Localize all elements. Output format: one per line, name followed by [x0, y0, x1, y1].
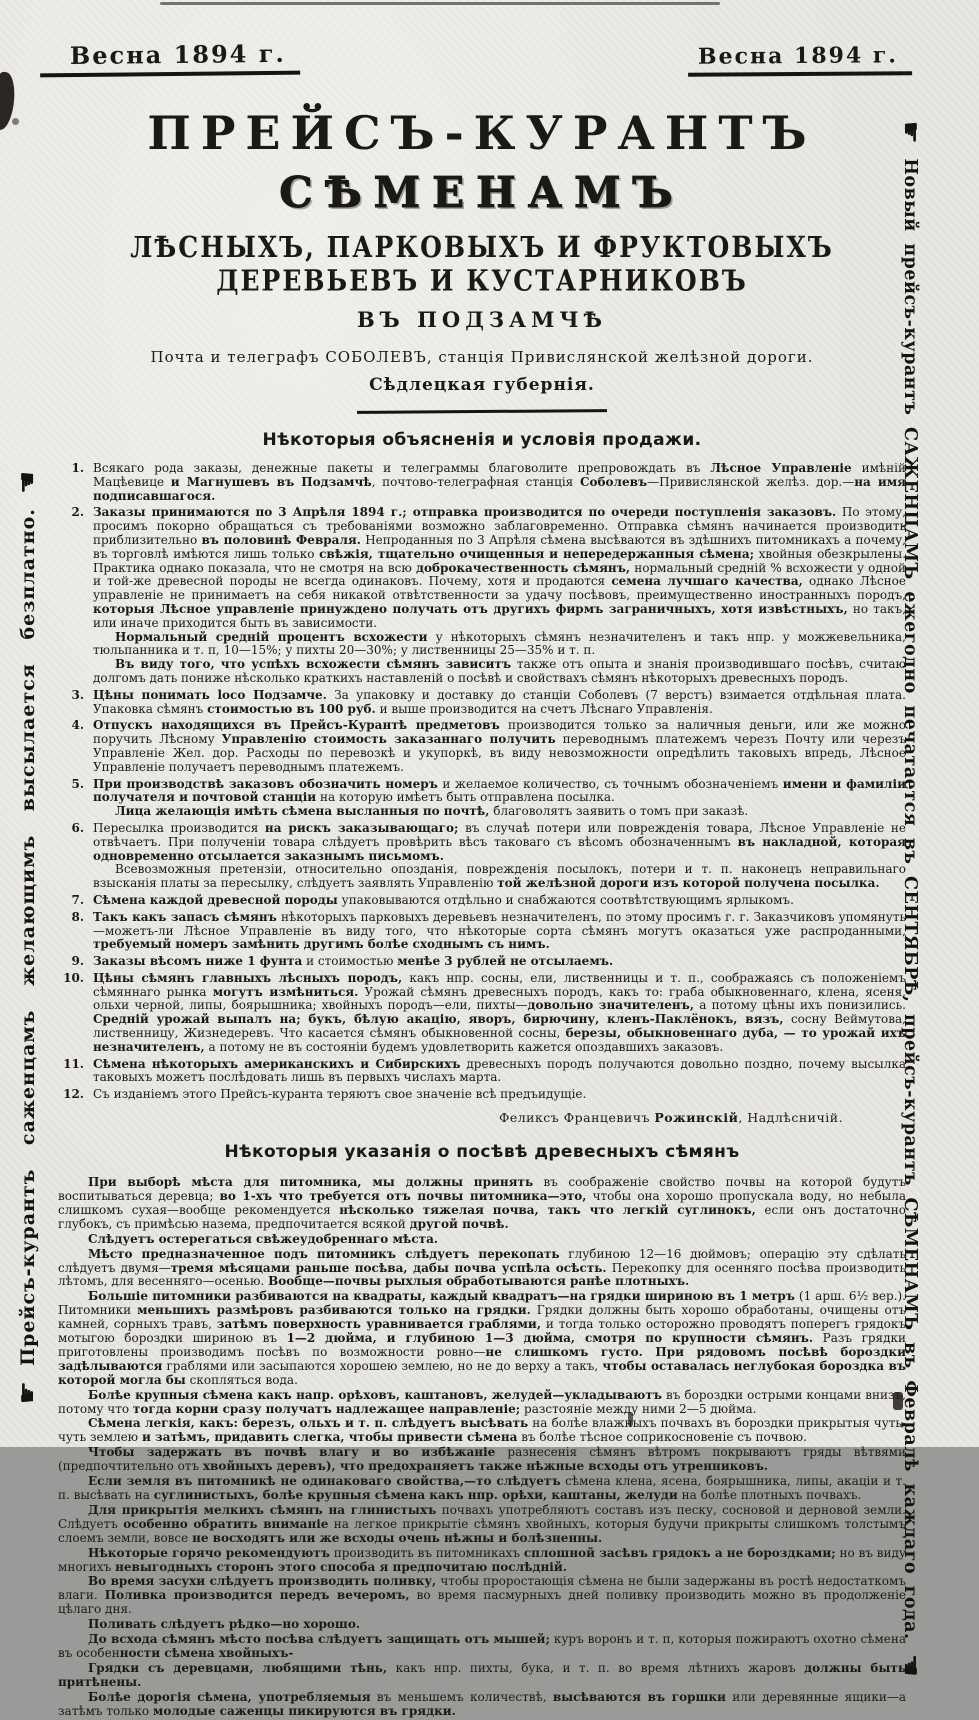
term-text: Сѣмена нѣкоторыхъ американскихъ и Сибирскихъ древесныхъ породъ получаются довольно поздно, почему высылка таковыхъ можетъ послѣдовать лишь въ первыхъ числахъ марта. [93, 1056, 906, 1085]
term-item [58, 462, 906, 503]
edition-date-right: Весна 1894 г. [688, 42, 912, 77]
sowing-paragraph: Для прикрытія мелкихъ сѣмянъ на глинистыхъ почвахъ употребляютъ составъ изъ песку, сосновой и дерновой земли. Слѣдуетъ особенно обратить вниманіе на легкое прикрытіе сѣмянъ хвойныхъ, которыя будучи прикрыты слишкомъ толстымъ слоемъ земли, вовсе не восходятъ или же всходы очень нѣжны и болѣзненны. [58, 1502, 906, 1545]
sowing-paragraph: Слѣдуетъ остерегаться свѣжеудобреннаго мѣста. [88, 1231, 439, 1246]
page-subtitle: ЛѢСНЫХЪ, ПАРКОВЫХЪ И ФРУКТОВЫХЪ ДЕРЕВЬЕВЪ И КУСТАРНИКОВЪ [130, 230, 834, 298]
term-text: Отпускъ находящихся въ Прейсъ-Курантѣ предметовъ производится только за наличныя деньги, или же можно поручить Лѣсному Управленію стоимость заказаннаго получить переводнымъ платежемъ черезъ Почту или черезъ Управленіе Жел. дор. Расходы по перевозкѣ и укупоркѣ, въ виду невозможности опредѣлить таковыхъ впредь, Лѣсное Управленіе получаетъ переводнымъ платежемъ. [93, 718, 907, 774]
manicule-icon: ☛ [895, 120, 925, 145]
main-column [58, 0, 906, 1720]
term-number: 11. [63, 1056, 84, 1071]
term-number: 2. [71, 505, 84, 520]
term-item [58, 689, 906, 717]
term-text: Съ изданіемъ этого Прейсъ-куранта теряютъ свое значеніе всѣ предъидущіе. [93, 1087, 587, 1102]
sowing-paragraph: До всхода сѣмянъ мѣсто посѣва слѣдуетъ защищать отъ мышей; куръ воронъ и т. п, которыя пожираютъ охотно сѣмена въ особенности сѣмена хвойныхъ- [58, 1632, 906, 1660]
term-number: 12. [63, 1087, 84, 1102]
edition-header [58, 40, 906, 76]
term-item [58, 955, 906, 969]
terms-heading: Нѣкоторыя объясненія и условія продажи. [262, 430, 702, 450]
sowing-paragraph: Чтобы задержать въ почвѣ влагу и во избѣжаніе разнесенія сѣмянъ вѣтромъ покрываютъ гряды вѣтвями (предпочтительно отъ хвойныхъ деревъ), что предохраняетъ также нѣжные всходы отъ утренниковъ. [58, 1445, 906, 1474]
term-item [58, 1058, 906, 1086]
term-text: При производствѣ заказовъ обозначить номеръ и желаемое количество, съ точнымъ обозначеніемъ имени и фамиліи получателя и почтовой станціи на которую имѣетъ быть отправлена посылка. [93, 776, 906, 805]
province-line: Сѣдлецкая губернія. [369, 375, 595, 395]
term-item [58, 894, 906, 908]
page-title-ornate: СѢМЕНАМЪ [279, 168, 685, 217]
term-text: Лица желающія имѣть сѣмена высланныя по почтѣ, благоволятъ заявить о томъ при заказѣ. [115, 804, 749, 819]
term-text: Такъ какъ запасъ сѣмянъ нѣкоторыхъ парковыхъ деревьевъ незначителенъ, по этому просимъ г. г. Заказчиковъ упомянуть—можетъ-ли Лѣсное Управленіе въ виду того, что нѣкоторые сорта сѣмянъ могутъ оказаться уже распроданными, требуемый номеръ замѣнить другимъ болѣе сходнымъ съ нимъ. [93, 909, 906, 952]
sowing-paragraph: При выборѣ мѣста для питомника, мы должны принять въ соображеніе свойство почвы на которой будутъ воспитываться деревца; во 1-хъ что требуется отъ почвы питомника—это, чтобы она хорошо пропускала воду, но небыла слишкомъ сухая—вообще рекомендуется нѣсколько тяжелая почва, такъ что легкій суглинокъ, если онъ достаточно глубокъ, съ примѣсью назема, предпочитается всякой другой почвѣ. [58, 1175, 906, 1231]
page-title: ПРЕЙСЪ-КУРАНТЪ [147, 106, 817, 160]
term-number: 4. [71, 718, 84, 733]
term-text: Заказы вѣсомъ ниже 1 фунта и стоимостью менѣе 3 рублей не отсылаемъ. [93, 954, 614, 969]
term-number: 5. [71, 776, 84, 791]
right-margin-text: Новый прейсъ-курантъ САЖЕНЦАМЪ ежегодно печатается въ СЕНТЯБРѢ, прейсъ-курантъ СѢМЕНАМЪ въ Февралѣ каждаго года. [900, 158, 920, 1640]
term-number: 10. [63, 970, 84, 985]
signature-line: Феликсъ Францевичъ Рожинскій, Надлѣсничій. [498, 1110, 844, 1126]
manicule-icon: ☚ [895, 1653, 925, 1678]
edition-date-left: Весна 1894 г. [40, 39, 300, 78]
location-line: ВЪ ПОДЗАМЧѢ [356, 307, 608, 332]
term-item [58, 972, 906, 1055]
left-margin-text: Прейсъ-курантъ саженцамъ желающимъ высылается безплатно. [17, 508, 39, 1366]
term-number: 6. [71, 820, 84, 835]
term-number: 9. [71, 954, 84, 969]
term-text: Сѣмена каждой древесной породы упаковываются отдѣльно и снабжаются соотвѣтствующимъ ярлыкомъ. [93, 892, 794, 907]
sowing-paragraph: Нѣкоторые горячо рекомендуютъ производить въ питомникахъ сплошной засѣвъ грядокъ а не бороздками; но въ виду многихъ невыгодныхъ сторонъ этого способа я предпочитаю послѣдній. [58, 1545, 906, 1574]
sowing-paragraph: Большіе питомники разбиваются на квадраты, каждый квадратъ—на грядки шириною въ 1 метръ (1 арш. 6½ вер.). Питомники меньшихъ размѣровъ разбиваются только на грядки. Грядки должны быть хорошо обработаны, очищены отъ камней, сорныхъ травъ, затѣмъ поверхность уравнивается граблями, и тогда только осторожно проводятъ поперегъ грядокъ мотыгою бороздки шириною въ 1—2 дюйма, и глубиною 1—3 дюйма, смотря по крупности сѣмянъ. Разъ грядки приготовлены производимъ посѣвъ по возможности ровно—не слишкомъ густо. При рядовомъ посѣвѣ бороздки задѣлываются граблями или засыпаются хорошею землею, но не до верху а такъ, чтобы оставалась неглубокая бороздка въ которой могла бы скопляться вода. [58, 1289, 907, 1387]
term-item [58, 778, 906, 819]
term-item [58, 506, 906, 685]
manicule-icon: ☛ [13, 1379, 43, 1405]
term-text: Всевозможныя претензіи, относительно опозданія, поврежденія посылокъ, потери и т. п. наконецъ неправильнаго взысканія платы за пересылку, слѣдуетъ заявлять Управленію той желѣзной дороги изъ которой получена посылка. [93, 862, 906, 891]
term-number: 7. [71, 892, 84, 907]
scan-artifact [12, 118, 19, 125]
contact-line: Почта и телеграфъ СОБОЛЕВЪ, станція Привислянской желѣзной дороги. [150, 348, 814, 366]
left-margin-notice [7, 462, 49, 1412]
term-number: 3. [71, 687, 84, 702]
divider-rule [357, 409, 607, 414]
sowing-paragraph: Болѣе дорогія сѣмена, употребляемыя въ меньшемъ количествѣ, высѣваются въ горшки или деревянные ящики—а затѣмъ только молодые саженцы пикируются въ грядки. [58, 1689, 907, 1718]
sowing-paragraph: Если земля въ питомникѣ не одинаковаго свойства,—то слѣдуетъ сѣмена клена, ясена, боярышника, липы, акаціи и т. п. высѣвать на суглинистыхъ, болѣе крупныя сѣмена какъ нпр. орѣхи, каштаны, желуди на болѣе плотныхъ почвахъ. [58, 1474, 906, 1502]
term-item [58, 822, 906, 891]
term-number: 8. [71, 909, 84, 924]
term-number: 1. [71, 461, 84, 475]
term-text: Заказы принимаются по 3 Апрѣля 1894 г.; отправка производится по очереди поступленія заказовъ. По этому, просимъ покорно обращаться съ требованіями возможно заблаговременно. Отправка сѣмянъ начинается производить приблизительно въ половинѣ Февраля. Непроданныя по 3 Апрѣля сѣмена высѣваются въ здѣшнихъ питомникахъ а почему, въ торговлѣ имѣются лишь только свѣжія, тщательно очищенныя и непередержанныя сѣмена; хвойныя обезкрылены. Практика однако показала, что не смотря на всю доброкачественность сѣмянъ, нормальный средній % всхожести у одной и той-же древесной породы не всегда одинаковъ. Почему, хотя и продаются семена лучшаго качества, однако Лѣсное управленіе не принимаетъ на себя никакой отвѣтственности за удачу посѣвовъ, преимущественно иностранныхъ породъ, которыя Лѣсное управленіе принуждено получать отъ другихъ фирмъ заграничныхъ, хотя извѣстныхъ, но такъ, или иначе приходится быть въ зависимости. [93, 505, 907, 630]
term-text: Цѣны сѣмянъ главныхъ лѣсныхъ породъ, какъ нпр. сосны, ели, лиственницы и т. п., соображаясь съ положеніемъ сѣмяннаго рынка могутъ измѣниться. Урожай сѣмянъ древесныхъ породъ, какъ то: граба обыкновеннаго, клена, ясеня, ольхи черной, липы, боярышника; хвойныхъ породъ—ели, пихты—довольно значителенъ, а потому цѣны ихъ понизились. Средній урожай выпалъ на; букъ, бѣлую акацію, яворъ, бирючину, кленъ-Паклёнокъ, вязъ, сосну Веймутова, лиственницу, Жизнедеревъ. Что касается сѣмянъ обыкновенной сосны, березы, обыкновеннаго дуба, — то урожай ихъ незначителенъ, а потому не въ состояніи будемъ удовлетворить кажется опоздавшихъ заказовъ. [93, 970, 906, 1054]
sowing-paragraph: Грядки съ деревцами, любящими тѣнь, какъ нпр. пихты, бука, и т. п. во время лѣтнихъ жаровъ должны быть притѣнены. [58, 1660, 907, 1689]
sowing-paragraph: Поливать слѣдуетъ рѣдко—но хорошо. [88, 1617, 360, 1632]
term-text: Пересылка производится на рискъ заказывающаго; въ случаѣ потери или поврежденія товара, Лѣсное Управленіе не отвѣчаетъ. При полученіи товара слѣдуетъ провѣрить вѣсъ таковаго съ вѣсомъ обозначеннымъ въ накладной, которая одновременно отсылается заказнымъ письмомъ. [93, 820, 907, 863]
terms-list [58, 462, 906, 1102]
sowing-paragraph: Мѣсто предназначенное подъ питомникъ слѣдуетъ перекопать глубиною 12—16 дюймовъ; операцію эту сдѣлать слѣдуетъ двумя—тремя мѣсяцами раньше посѣва, дабы почва успѣла осѣсть. Перекопку для осенняго посѣва производить лѣтомъ, для весенняго—осенью. Вообще—почвы рыхлыя обработываются ранѣе плотныхъ. [58, 1246, 906, 1289]
term-text: Всякаго рода заказы, денежные пакеты и телеграммы благоволите препровождать въ Лѣсное Управленіе имѣній Мацѣевице и Магнушевъ въ Подзамчѣ, почтово-телеграфная станція Соболевъ—Привислянской желѣз. дор.—на имя подписавшагося. [93, 461, 907, 503]
term-item [58, 911, 906, 952]
manicule-icon: ☚ [13, 469, 43, 495]
term-text: Цѣны понимать loco Подзамче. За упаковку и доставку до станціи Соболевъ (7 верстъ) взимается отдѣльная плата. Упаковка сѣмянъ стоимостью въ 100 руб. и выше производится на счетъ Лѣснаго Управленія. [93, 687, 906, 716]
sowing-paragraph: Сѣмена легкія, какъ: березъ, ольхъ и т. п. слѣдуетъ высѣвать на болѣе влажныхъ почвахъ въ бороздки прикрытыя чуть-чуть землею и затѣмъ, придавить слегка, чтобы привести сѣмена въ болѣе тѣсное соприкосновеніе съ почвою. [58, 1416, 906, 1445]
sowing-paragraph: Во время засухи слѣдуетъ производить поливку, чтобы проростающія сѣмена не были задержаны въ ростѣ недостаткомъ влаги. Поливка производится передъ вечеромъ, во время пасмурныхъ дней поливку производить можно въ продолженіе цѣлаго дня. [58, 1574, 907, 1617]
sowing-heading: Нѣкоторыя указанія о посѣвѣ древесныхъ сѣмянъ [224, 1142, 740, 1163]
term-text: Нормальный средній процентъ всхожести у нѣкоторыхъ сѣмянъ незначителенъ и такъ нпр. у можжевельника, тюльпанника и т. п, 10—15%; у пихты 20—30%; у лиственницы 25—35% и т. п. [93, 629, 906, 658]
sowing-instructions [58, 1176, 906, 1718]
term-item [58, 719, 906, 774]
term-item [58, 1088, 906, 1102]
term-text: Въ виду того, что успѣхъ всхожести сѣмянъ зависитъ также отъ опыта и знанія производившаго посѣвъ, считаю долгомъ дать пониже нѣсколько краткихъ наставленій о посѣвѣ и свойствахъ сѣмянъ нѣкоторыхъ древесныхъ породъ. [93, 657, 906, 685]
sowing-paragraph: Болѣе крупныя сѣмена какъ напр. орѣховъ, каштановъ, желудей—укладываютъ въ бороздки острыми концами внизъ, потому что тогда корни сразу получатъ надлежащее направленіе; разстояніе между ними 2—5 дюйма. [58, 1387, 907, 1416]
